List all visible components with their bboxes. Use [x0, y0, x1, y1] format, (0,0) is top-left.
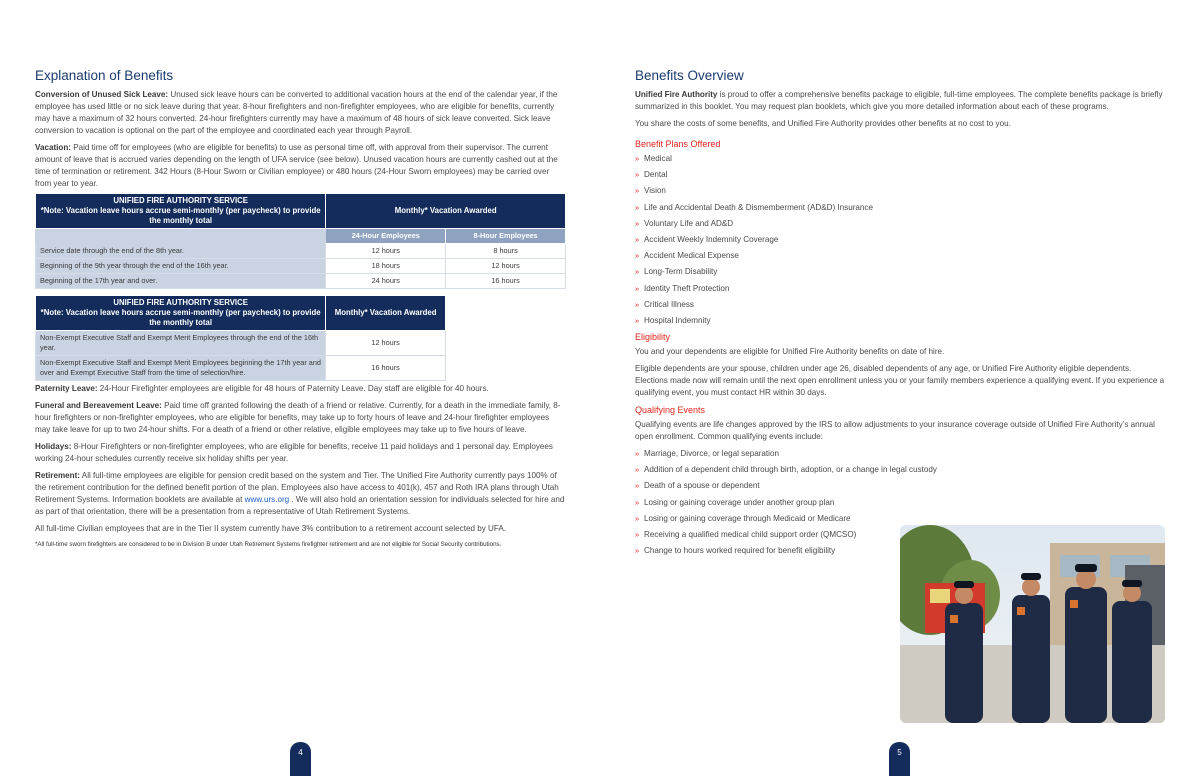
chevron-bullet-icon: » [635, 186, 640, 196]
table2-row-value: 16 hours [326, 356, 446, 381]
plans-list [635, 153, 1166, 331]
table2-row-label: Non-Exempt Executive Staff and Exempt Merit Employees beginning the 17th year and over and Exempt Executive Staff from the time of selection/hire. [36, 356, 326, 381]
urs-link[interactable]: www.urs.org [244, 495, 290, 504]
table1-header-line2: *Note: Vacation leave hours accrue semi-monthly (per paycheck) to provide the monthly total [40, 206, 321, 225]
event-label: Change to hours worked required for benefit eligibility [644, 546, 836, 556]
table1-row-label: Service date through the end of the 8th year. [36, 244, 326, 259]
event-label: Losing or gaining coverage through Medicaid or Medicare [644, 513, 851, 523]
list-item [635, 480, 1166, 496]
vacation-table-hourly [35, 193, 566, 289]
chevron-bullet-icon: » [635, 546, 640, 556]
page-number-right: 5 [889, 742, 910, 776]
plan-label: Vision [644, 186, 666, 196]
table1-blank-cell [36, 229, 326, 244]
table1-col-8hr: 8-Hour Employees [446, 229, 566, 244]
plan-label: Identity Theft Protection [644, 283, 730, 293]
table1-header-left [36, 194, 326, 229]
chevron-bullet-icon: » [635, 283, 640, 293]
intro-lead: Unified Fire Authority [635, 90, 718, 99]
plan-label: Hospital Indemnity [644, 315, 711, 325]
table2-header-right: Monthly* Vacation Awarded [326, 296, 446, 331]
table-row [36, 331, 446, 356]
list-item [635, 448, 1166, 464]
list-item [635, 250, 1166, 266]
table2-row-value: 12 hours [326, 331, 446, 356]
list-item [635, 464, 1166, 480]
eligibility-heading: Eligibility [635, 332, 671, 343]
event-label: Death of a spouse or dependent [644, 481, 760, 491]
table1-row-label: Beginning of the 17th year and over. [36, 274, 326, 289]
civilian-paragraph: All full-time Civilian employees that are in the Tier II system currently have 3% contribution to a retirement account selected by UFA. [35, 524, 506, 533]
chevron-bullet-icon: » [635, 170, 640, 180]
chevron-bullet-icon: » [635, 465, 640, 475]
list-item [635, 299, 1166, 315]
chevron-bullet-icon: » [635, 218, 640, 228]
chevron-bullet-icon: » [635, 251, 640, 261]
page-number-left: 4 [290, 742, 311, 776]
table1-row-value: 12 hours [446, 259, 566, 274]
intro-paragraph [635, 89, 1166, 113]
event-label: Marriage, Divorce, or legal separation [644, 449, 779, 459]
chevron-bullet-icon: » [635, 449, 640, 459]
vacation-table-executive [35, 295, 446, 381]
table-row [36, 259, 566, 274]
eligibility-paragraph-2: Eligible dependents are your spouse, children under age 26, disabled dependents of any age, or Unified Fire Authority eligible dependents. Elections made now will remain until the next open enrollment unless you or your family members experience a qualifying event. If you experience a qualifying event, you must contact HR within 30 days. [635, 364, 1165, 398]
eligibility-paragraph-1: You and your dependents are eligible for Unified Fire Authority benefits on date of hire. [635, 347, 945, 357]
plan-label: Voluntary Life and AD&D [644, 218, 734, 228]
list-item [635, 497, 1166, 513]
plan-label: Medical [644, 154, 672, 163]
list-item [635, 169, 1166, 185]
table1-row-value: 24 hours [326, 274, 446, 289]
event-label: Losing or gaining coverage under another group plan [644, 497, 835, 507]
chevron-bullet-icon: » [635, 513, 640, 523]
qualifying-heading: Qualifying Events [635, 405, 706, 416]
paternity-paragraph [35, 383, 566, 395]
chevron-bullet-icon: » [635, 267, 640, 277]
table2-header-left [36, 296, 326, 331]
table1-col-24hr: 24-Hour Employees [326, 229, 446, 244]
table2-row-label: Non-Exempt Executive Staff and Exempt Merit Employees through the end of the 16th year. [36, 331, 326, 356]
chevron-bullet-icon: » [635, 497, 640, 507]
list-item [635, 218, 1166, 234]
share-paragraph: You share the costs of some benefits, and Unified Fire Authority provides other benefits at no cost to you. [635, 119, 1011, 128]
qualifying-intro: Qualifying events are life changes approved by the IRS to allow adjustments to your insurance coverage outside of Unified Fire Authority’s annual open enrollment. Common qualifying events include: [635, 420, 1155, 442]
funeral-paragraph [35, 400, 566, 436]
sick-leave-text: Unused sick leave hours can be converted to additional vacation hours at the end of the calendar year, if the employee has used little or no sick leave during that year. 8-hour firefighters and non-firefighter employees, who are eligible for benefits, currently may have a maximum of 32 hours converted. 24-hour firefighters currently may have a maximum of 48 hours of sick leave converted. Sick leave conversion to vacation is optional on the part of the employee and coordinated each year through Payroll. [35, 90, 558, 135]
footnote: *All full-time sworn firefighters are considered to be in Division B under Utah Retirement Systems firefighter retirement and are not eligible for Social Security contributions. [35, 541, 502, 548]
funeral-lead: Funeral and Bereavement Leave: [35, 401, 162, 410]
plan-label: Critical Illness [644, 299, 694, 309]
vacation-lead: Vacation: [35, 143, 71, 152]
plan-label: Life and Accidental Death & Dismemberment (AD&D) Insurance [644, 202, 873, 212]
left-page [35, 0, 566, 776]
vacation-paragraph [35, 142, 566, 190]
paternity-text: 24-Hour Firefighter employees are eligible for 48 hours of Paternity Leave. Day staff are eligible for 40 hours. [99, 384, 489, 393]
list-item [635, 266, 1166, 282]
retirement-text: All full-time employees are eligible for pension credit based on the system and Tier. The Unified Fire Authority currently pays 100% of the retirement contribution for the defined benefit portion of the plan. Employees also have access to 401(k), 457 and Roth IRA plans through Utah Retirement Systems. Information booklets are available at [35, 471, 559, 504]
paternity-lead: Paternity Leave: [35, 384, 98, 393]
plan-label: Accident Weekly Indemnity Coverage [644, 234, 779, 244]
holidays-text: 8-Hour Firefighters or non-firefighter employees, who are eligible for benefits, receive 11 paid holidays and 1 personal day. Employees working 24-hour schedules currently receive six holiday shifts per year. [35, 442, 553, 463]
table-row [36, 274, 566, 289]
holidays-paragraph [35, 441, 566, 465]
chevron-bullet-icon: » [635, 315, 640, 325]
list-item [635, 185, 1166, 201]
holidays-lead: Holidays: [35, 442, 72, 451]
event-label: Receiving a qualified medical child support order (QMCSO) [644, 530, 857, 539]
table1-row-value: 18 hours [326, 259, 446, 274]
chevron-bullet-icon: » [635, 154, 640, 163]
table1-row-label: Beginning of the 9th year through the end of the 16th year. [36, 259, 326, 274]
list-item [635, 234, 1166, 250]
plans-heading: Benefit Plans Offered [635, 139, 721, 149]
plan-label: Dental [644, 170, 668, 180]
retirement-text-after: . We will also hold an orientation session for individuals selected for hire and as part of that orientation, there will be a presentation from a representative of Utah Retirement Systems. [35, 495, 565, 516]
table2-header-line2: *Note: Vacation leave hours accrue semi-monthly (per paycheck) to provide the monthly total [40, 308, 321, 327]
table1-header-line1: UNIFIED FIRE AUTHORITY SERVICE [113, 196, 248, 205]
table2-header-line1: UNIFIED FIRE AUTHORITY SERVICE [113, 298, 248, 307]
retirement-paragraph [35, 470, 566, 518]
table-row [36, 244, 566, 259]
list-item [635, 283, 1166, 299]
chevron-bullet-icon: » [635, 481, 640, 491]
chevron-bullet-icon: » [635, 234, 640, 244]
funeral-text: Paid time off granted following the death of a friend or relative. Currently, for a death in the immediate family, 8-hour firefighters or non-firefighter employees, who are eligible for benefits, may take up to forty hours of leave and 24-hour firefighter employees may take leave for up to two 24-hour shifts. For a death of a friend or other relative, eligible employees may take up to five hours of leave. [35, 401, 561, 434]
list-item [635, 153, 1166, 169]
firefighters-illustration [900, 525, 1165, 723]
table1-header-right: Monthly* Vacation Awarded [326, 194, 566, 229]
list-item [635, 202, 1166, 218]
sick-leave-lead: Conversion of Unused Sick Leave: [35, 90, 169, 99]
intro-text: is proud to offer a comprehensive benefits package to eligible, full-time employees. The complete benefits package is briefly summarized in this booklet. You may request plan booklets, which give you more detailed information about each of these programs. [635, 90, 1163, 111]
chevron-bullet-icon: » [635, 202, 640, 212]
firefighters-photo [900, 525, 1165, 723]
vacation-text: Paid time off for employees (who are eligible for benefits) to use as personal time off, with approval from their supervisor. The current amount of leave that is accrued varies depending on the length of UFA service (see below). Unused vacation hours are currently cashed out at the time of termination or retirement. 342 Hours (8-Hour Sworn or Civilian employee) or 480 hours (24-Hour Sworn employees) may be carried over from year to year. [35, 143, 558, 188]
sick-leave-paragraph [35, 89, 566, 137]
table-row [36, 356, 446, 381]
list-item [635, 315, 1166, 331]
table1-row-value: 8 hours [446, 244, 566, 259]
plan-label: Accident Medical Expense [644, 251, 739, 261]
table1-row-value: 16 hours [446, 274, 566, 289]
chevron-bullet-icon: » [635, 299, 640, 309]
page-title-right: Benefits Overview [635, 68, 744, 83]
table1-row-value: 12 hours [326, 244, 446, 259]
retirement-lead: Retirement: [35, 471, 80, 480]
plan-label: Long-Term Disability [644, 267, 718, 277]
chevron-bullet-icon: » [635, 530, 640, 539]
page-title-left: Explanation of Benefits [35, 68, 174, 83]
event-label: Addition of a dependent child through birth, adoption, or a change in legal custody [644, 465, 937, 475]
